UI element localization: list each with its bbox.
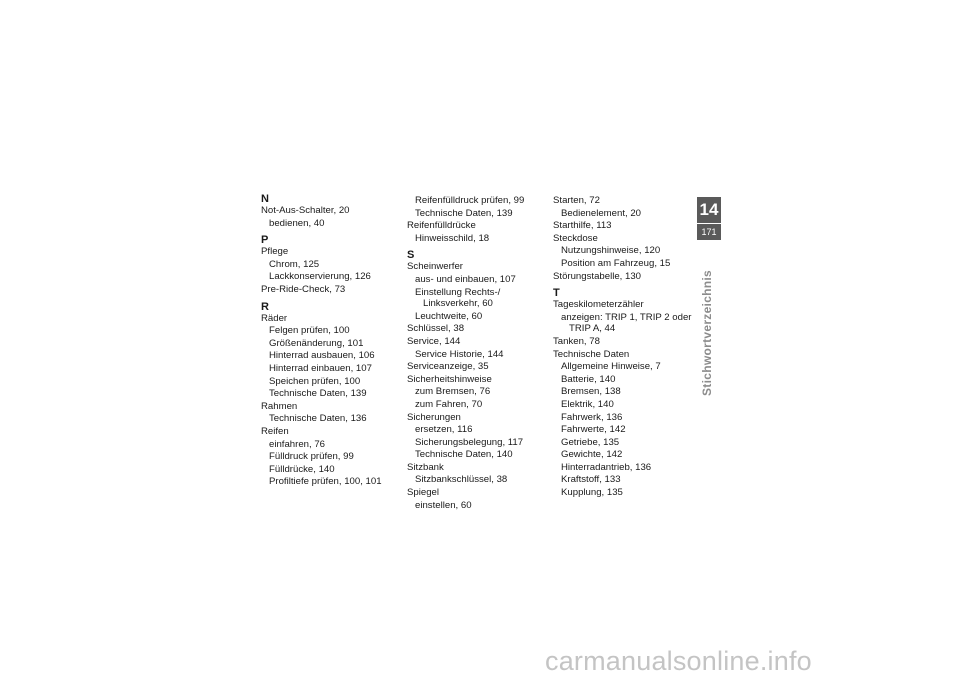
index-subentry: Gewichte, 142 [561, 449, 623, 461]
index-column-2 [407, 194, 547, 511]
index-subentry: Hinterrad einbauen, 107 [269, 362, 372, 374]
index-subentry: Kraftstoff, 133 [561, 474, 621, 486]
index-subentry: Bedienelement, 20 [561, 207, 642, 219]
index-entry: Starthilfe, 113 [553, 220, 612, 232]
page-number: 171 [701, 227, 717, 237]
index-subentry: anzeigen: TRIP 1, TRIP 2 oder TRIP A, 44 [561, 311, 692, 335]
index-entry: Räder [261, 312, 288, 324]
index-subentry: Hinterradantrieb, 136 [561, 461, 652, 473]
index-subentry: Kupplung, 135 [561, 487, 623, 499]
index-subentry: Elektrik, 140 [561, 398, 614, 410]
chapter-divider [697, 223, 721, 224]
index-letter-heading: S [407, 249, 415, 262]
index-subentry: Position am Fahrzeug, 15 [561, 257, 671, 269]
index-column-1 [261, 194, 401, 488]
index-column-3 [553, 194, 693, 499]
index-subentry: Profiltiefe prüfen, 100, 101 [269, 476, 382, 488]
index-subentry: Chrom, 125 [269, 258, 320, 270]
index-subentry: einstellen, 60 [415, 499, 472, 511]
index-entry: Tageskilometerzähler [553, 299, 644, 311]
index-entry: Service, 144 [407, 335, 461, 347]
index-entry: Starten, 72 [553, 195, 600, 206]
index-subentry: Fahrwerk, 136 [561, 411, 623, 423]
index-subentry: zum Fahren, 70 [415, 398, 483, 410]
index-entry: Steckdose [553, 232, 598, 244]
index-subentry: Fahrwerte, 142 [561, 424, 626, 436]
index-subentry: Speichen prüfen, 100 [269, 375, 361, 387]
index-subentry: Einstellung Rechts-/ Linksverkehr, 60 [415, 286, 501, 310]
index-entry: Tanken, 78 [553, 335, 600, 347]
index-subentry: Getriebe, 135 [561, 436, 620, 448]
index-subentry: ersetzen, 116 [415, 424, 473, 436]
index-entry: Sitzbank [407, 461, 444, 473]
index-entry: Pflege [261, 246, 289, 258]
index-subentry: Fülldruck prüfen, 99 [269, 451, 354, 463]
index-entry: Pre-Ride-Check, 73 [261, 283, 346, 295]
index-subentry: Felgen prüfen, 100 [269, 325, 350, 337]
index-entry: Störungstabelle, 130 [553, 270, 642, 282]
index-letter-heading: T [553, 287, 560, 300]
index-letter-heading: R [261, 300, 269, 313]
index-subentry: Hinweisschild, 18 [415, 232, 490, 244]
index-subentry: einfahren, 76 [269, 438, 326, 450]
index-entry: Schlüssel, 38 [407, 323, 465, 335]
index-subentry: Service Historie, 144 [415, 348, 504, 360]
index-entry: Serviceanzeige, 35 [407, 361, 489, 373]
index-subentry: Sicherungsbelegung, 117 [415, 436, 524, 448]
index-subentry: Technische Daten, 140 [415, 449, 513, 461]
index-subentry: Nutzungshinweise, 120 [561, 245, 661, 257]
index-subentry: Reifenfülldruck prüfen, 99 [415, 195, 525, 206]
index-letter-heading: P [261, 234, 269, 247]
index-subentry: Technische Daten, 139 [269, 388, 367, 400]
index-subentry: Allgemeine Hinweise, 7 [561, 361, 661, 373]
index-entry: Reifenfülldrücke [407, 220, 476, 232]
chapter-number: 14 [699, 200, 719, 219]
index-entry: Sicherungen [407, 411, 461, 423]
index-subentry: bedienen, 40 [269, 217, 325, 229]
index-subentry: Sitzbankschlüssel, 38 [415, 474, 508, 486]
index-letter-heading: N [261, 193, 269, 205]
index-subentry: aus- und einbauen, 107 [415, 273, 516, 285]
watermark: carmanualsonline.info [545, 646, 812, 676]
index-subentry: Hinterrad ausbauen, 106 [269, 350, 375, 362]
index-subentry: Leuchtweite, 60 [415, 310, 483, 322]
index-subentry: Bremsen, 138 [561, 386, 621, 398]
index-entry: Rahmen [261, 400, 298, 412]
index-entry: Scheinwerfer [407, 261, 463, 273]
index-subentry: Technische Daten, 136 [269, 413, 367, 425]
index-entry: Not-Aus-Schalter, 20 [261, 205, 350, 216]
index-entry: Technische Daten [553, 348, 630, 360]
index-subentry: Batterie, 140 [561, 373, 616, 385]
index-subentry: zum Bremsen, 76 [415, 386, 491, 398]
index-subentry: Fülldrücke, 140 [269, 463, 335, 475]
index-subentry: Lackkonservierung, 126 [269, 271, 371, 283]
index-entry: Spiegel [407, 487, 440, 499]
index-entry: Sicherheitshinweise [407, 373, 492, 385]
index-subentry: Technische Daten, 139 [415, 207, 513, 219]
index-subentry: Größenänderung, 101 [269, 337, 364, 349]
index-entry: Reifen [261, 425, 289, 437]
side-title: Stichwortverzeichnis [700, 269, 714, 396]
